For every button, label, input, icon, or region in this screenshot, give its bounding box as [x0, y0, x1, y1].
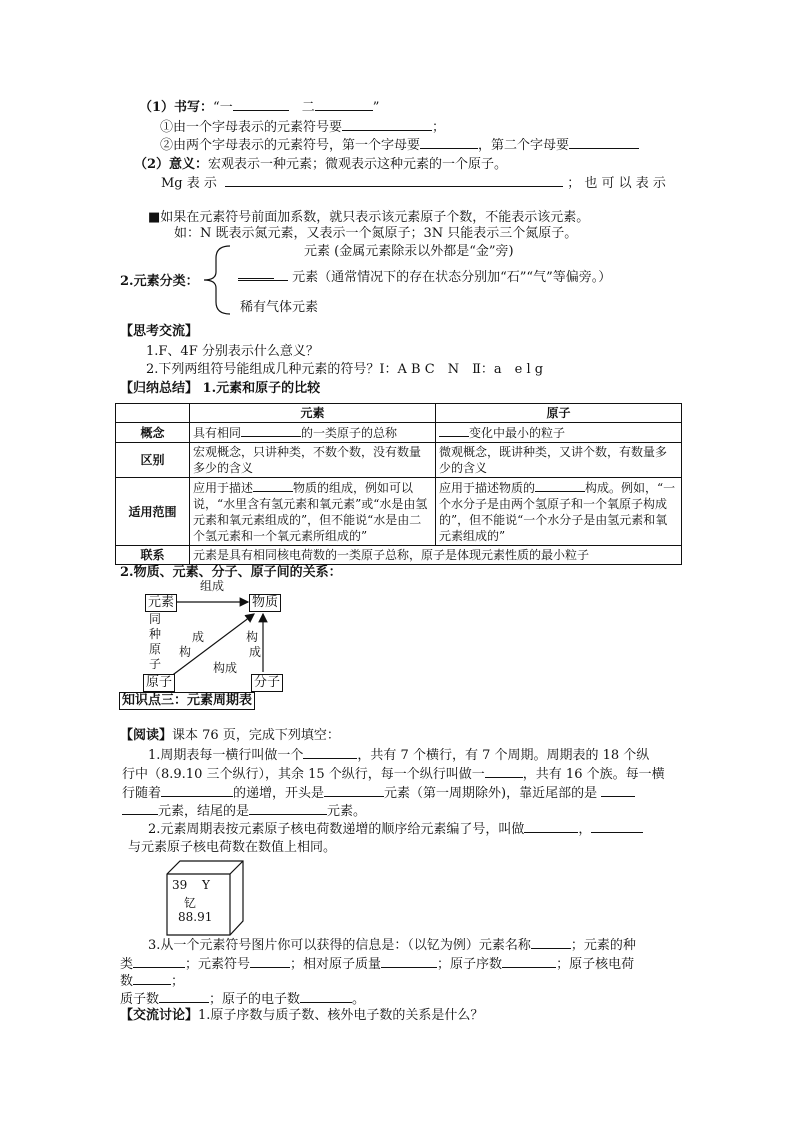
- node-atom: 原子: [143, 674, 175, 692]
- note-line-2: 如：N 既表示氮元素，又表示一个氮原子；3N 只能表示三个氮原子。: [174, 226, 578, 241]
- blank[interactable]: [485, 765, 523, 778]
- relation-label: 构: [179, 645, 192, 659]
- read-p1-line1: 1.周期表每一横行叫做一个 ，共有 7 个横行，有 7 个周期。周期表的 18 个纵: [148, 748, 650, 763]
- atomic-number: 39: [172, 878, 188, 892]
- blank[interactable]: [122, 802, 158, 815]
- summary-title: 【归纳总结】 1.元素和原子的比较: [120, 381, 321, 396]
- info-line-1: 3.从一个元素符号图片你可以获得的信息是：（以钇为例）元素名称 ；元素的种: [148, 938, 636, 953]
- blank[interactable]: [159, 990, 209, 1003]
- blank[interactable]: [601, 784, 635, 797]
- table-cell: 变化中最小的粒子: [436, 423, 682, 443]
- note-line-1: ■如果在元素符号前面加系数，就只表示该元素原子个数，不能表示该元素。: [148, 210, 590, 225]
- info-line-4: 质子数 ；原子的电子数 。: [120, 992, 366, 1007]
- writing-rule-2: ②由两个字母表示的元素符号，第一个字母要 ，第二个字母要: [160, 134, 639, 153]
- brace-icon: [200, 244, 236, 316]
- blank[interactable]: [238, 268, 288, 281]
- same-kind-atom-label: 同种原子: [149, 612, 162, 671]
- blank[interactable]: [133, 955, 185, 968]
- relation-label: 构成: [213, 661, 238, 675]
- blank[interactable]: [225, 174, 563, 187]
- blank[interactable]: [591, 820, 643, 833]
- blank[interactable]: [303, 746, 357, 759]
- row-label: 概念: [116, 423, 190, 443]
- card-box-icon: [166, 860, 244, 936]
- node-element: 元素: [145, 594, 177, 612]
- comparison-table: [115, 403, 682, 565]
- think-title: 【思考交流】: [120, 324, 199, 339]
- classify-item-1: 元素 (金属元素除汞以外都是“金”旁): [304, 244, 514, 259]
- blank[interactable]: [502, 955, 556, 968]
- node-matter: 物质: [249, 594, 281, 612]
- row-label: 适用范围: [116, 478, 190, 546]
- discuss-question: 1.原子序数与质子数、核外电子数的关系是什么？: [198, 1008, 484, 1023]
- blank[interactable]: [531, 936, 571, 949]
- table-header-row: [116, 404, 682, 423]
- read-p1-line3: 行随着 的递增，开头是 元素（第一周期除外)，靠近尾部的是: [122, 782, 635, 801]
- relation-label: 构: [246, 630, 259, 644]
- relation-label: 成: [249, 645, 262, 659]
- blank[interactable]: [249, 802, 327, 815]
- blank[interactable]: [315, 98, 373, 111]
- table-cell: 应用于描述 物质的组成，例如可以说，“水里含有氢元素和氧元素”或“水是由氢元素和氧元素组成的”，但不能说“水是由二个氢元素和一个氧元素所组成的”: [190, 478, 436, 546]
- table-cell: 宏观概念，只讲种类，不数个数，没有数量多少的含义: [190, 443, 436, 478]
- table-cell: 应用于描述物质的 构成。例如，“一个水分子是由两个氢原子和一个氧原子构成的”，但不能说“一个水分子是由氢元素和氧元素组成的”: [436, 478, 682, 546]
- table-cell: 具有相同 的一类原子的总称: [190, 423, 436, 443]
- classify-title: 2.元素分类：: [120, 274, 199, 289]
- blank[interactable]: [324, 784, 384, 797]
- discuss-title: 【交流讨论】: [120, 1008, 199, 1023]
- node-molecule: 分子: [251, 674, 283, 692]
- blank[interactable]: [524, 820, 578, 833]
- element-symbol: Y: [202, 878, 210, 892]
- read-p2-line2: 与元素原子核电荷数在数值上相同。: [128, 840, 337, 855]
- mg-line: Mg 表 示 ； 也 可 以 表 示: [161, 176, 666, 191]
- blank[interactable]: [300, 990, 352, 1003]
- blank[interactable]: [133, 972, 171, 985]
- blank[interactable]: [535, 479, 585, 492]
- relation-label: 成: [192, 630, 205, 644]
- meaning-title: （2）意义：: [134, 157, 209, 172]
- discuss-line: [120, 1004, 483, 1023]
- table-cell: 元素是具有相同核电荷数的一类原子总称，原子是体现元素性质的最小粒子: [190, 546, 682, 565]
- row-label: 联系: [116, 546, 190, 565]
- read-title-line: 【阅读】课本 76 页，完成下列填空：: [120, 728, 340, 743]
- table-row: [116, 478, 682, 546]
- table-header: 原子: [436, 404, 682, 423]
- blank[interactable]: [233, 98, 289, 111]
- knowledge-point-3: 知识点三：元素周期表: [119, 692, 255, 710]
- blank[interactable]: [569, 136, 639, 149]
- classify-item-3: 稀有气体元素: [240, 300, 319, 315]
- read-p1-line2: 行中（8.9.10 三个纵行），其余 15 个纵行，每一个纵行叫做一 ，共有 16 个族。每一横: [122, 767, 665, 782]
- blank[interactable]: [253, 479, 293, 492]
- relation-title: 2.物质、元素、分子、原子间的关系：: [120, 565, 342, 580]
- table-header: 元素: [190, 404, 436, 423]
- table-header: [116, 404, 190, 423]
- blank[interactable]: [250, 955, 290, 968]
- blank[interactable]: [342, 118, 432, 131]
- blank[interactable]: [161, 784, 233, 797]
- table-row: [116, 423, 682, 443]
- writing-title: （1）书写：: [139, 100, 214, 115]
- blank[interactable]: [439, 424, 469, 437]
- blank[interactable]: [238, 278, 274, 279]
- row-label: 区别: [116, 443, 190, 478]
- think-q2: 2.下列两组符号能组成几种元素的符号？Ⅰ：A B C N Ⅱ：a e l g: [146, 362, 544, 377]
- blank[interactable]: [420, 136, 478, 149]
- blank[interactable]: [241, 424, 301, 437]
- classify-item-2: 元素（通常情况下的存在状态分别加“石”“气”等偏旁。）: [238, 266, 611, 285]
- writing-line: （1）书写：“一 二 ”: [139, 100, 380, 115]
- read-p2-line1: 2.元素周期表按元素原子核电荷数递增的顺序给元素编了号，叫做 ，: [148, 818, 643, 837]
- info-line-2: 类 ；元素符号 ；相对原子质量 ；原子序数 ；原子核电荷: [120, 957, 635, 972]
- compose-label: 组成: [200, 579, 225, 593]
- table-row: [116, 443, 682, 478]
- element-name: 钇: [184, 896, 197, 910]
- element-card-yttrium: [166, 860, 234, 926]
- read-p1-line4: 元素，结尾的是 元素。: [122, 800, 366, 819]
- meaning-line: （2）意义：宏观表示一种元素；微观表示这种元素的一个原子。: [134, 157, 508, 172]
- info-line-3: 数 ；: [120, 974, 185, 989]
- think-q1: 1.F、4F 分别表示什么意义？: [146, 344, 319, 359]
- atomic-mass: 88.91: [178, 910, 213, 924]
- writing-rule-1: ①由一个字母表示的元素符号要 ；: [160, 120, 446, 135]
- table-cell: 微观概念，既讲种类，又讲个数，有数量多少的含义: [436, 443, 682, 478]
- blank[interactable]: [381, 955, 437, 968]
